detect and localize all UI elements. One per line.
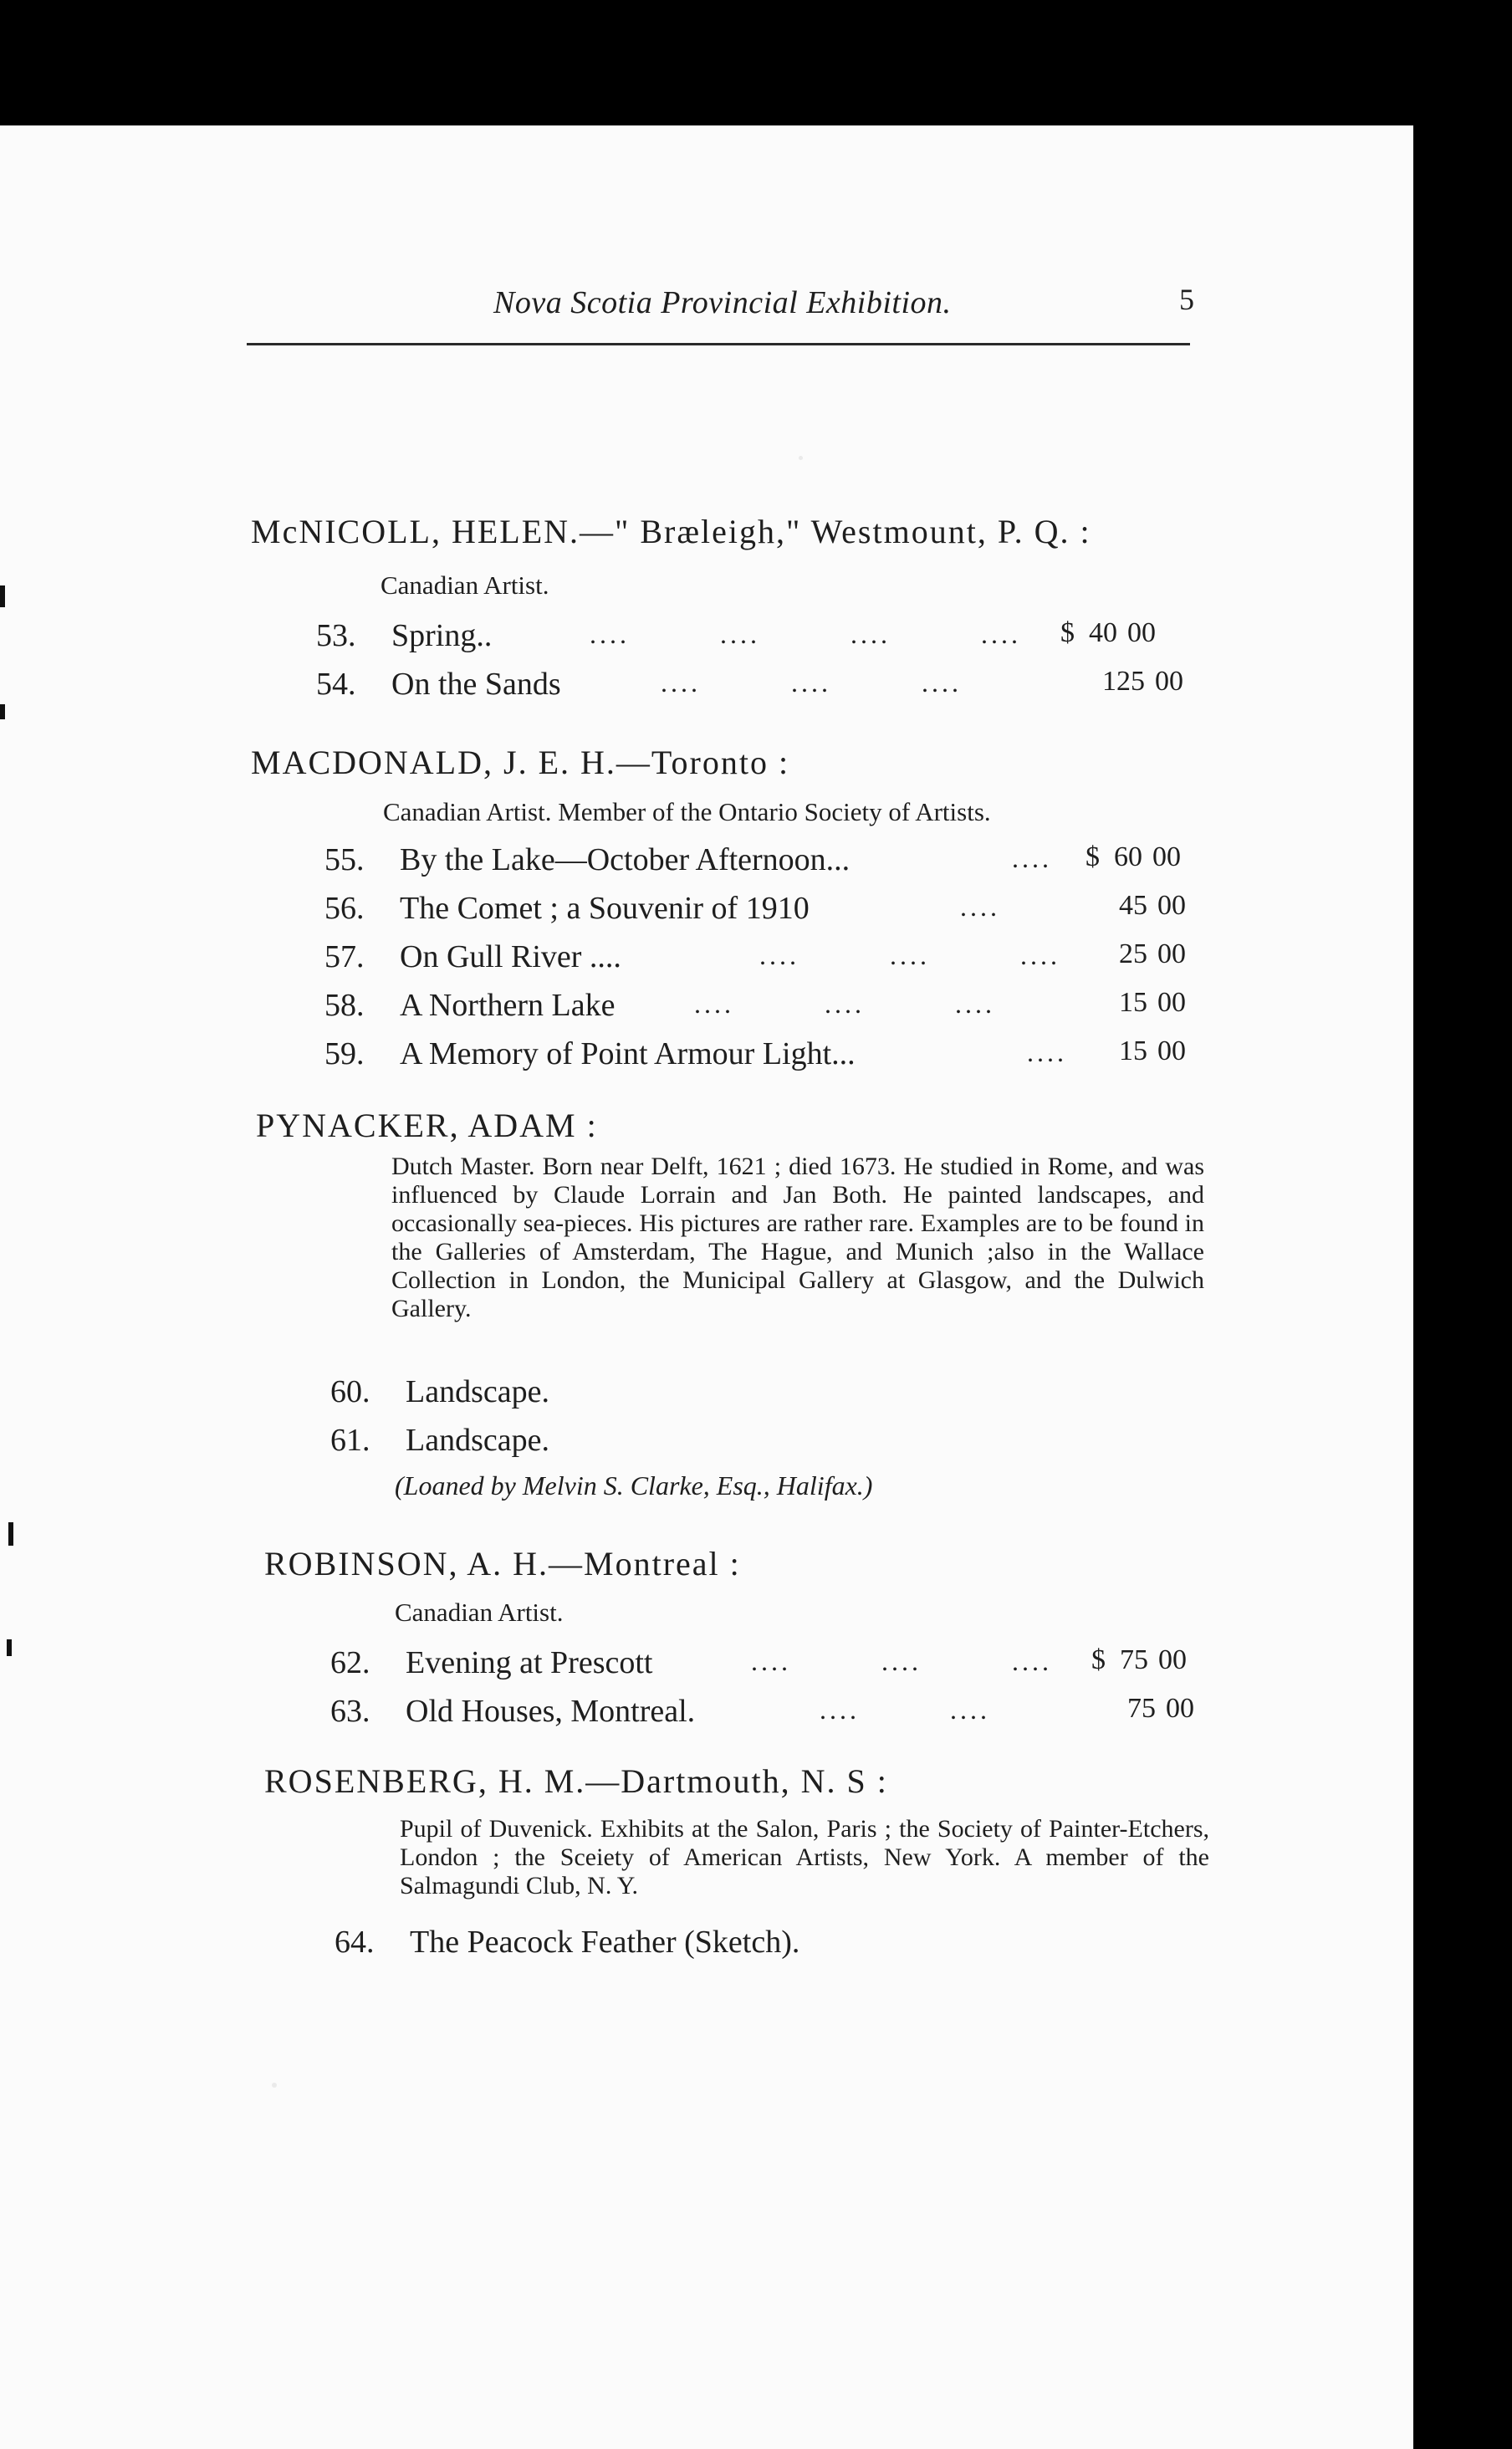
catalogue-item-63 xyxy=(330,1693,695,1730)
item-number: 56. xyxy=(324,891,365,926)
scan-margin-mark xyxy=(0,704,5,719)
item-number: 58. xyxy=(324,988,365,1023)
artist-note-robinson: Canadian Artist. xyxy=(395,1598,564,1627)
catalogue-item-53 xyxy=(316,617,492,654)
artist-note-macdonald: Canadian Artist. Member of the Ontario Society of Artists. xyxy=(383,797,991,826)
item-number: 59. xyxy=(324,1036,365,1071)
paper-speck xyxy=(272,2083,277,2088)
artist-name-macdonald: MACDONALD, J. E. H.—Toronto : xyxy=(251,744,790,781)
artist-name-mcnicoll: McNICOLL, HELEN.—" Bræleigh," Westmount, P. Q. : xyxy=(251,513,1091,550)
leader-dots: .... .... .... xyxy=(759,940,1060,970)
item-number: 53. xyxy=(316,618,356,653)
scan-margin-mark xyxy=(0,585,5,607)
leader-dots: .... .... xyxy=(820,1695,990,1725)
catalogue-item-54 xyxy=(316,666,561,703)
paper-speck xyxy=(799,456,803,460)
item-title: Spring.. xyxy=(391,618,493,653)
item-price-56: 45 00 xyxy=(1119,890,1186,921)
artist-note-mcnicoll: Canadian Artist. xyxy=(381,570,549,600)
item-title: On Gull River .... xyxy=(400,939,621,974)
scan-margin-mark xyxy=(7,1639,12,1656)
item-number: 57. xyxy=(324,939,365,974)
item-price-62: $ 75 00 xyxy=(1091,1644,1187,1675)
item-title: A Memory of Point Armour Light... xyxy=(400,1036,856,1071)
catalogue-item-58 xyxy=(324,987,615,1024)
item-price-54: 125 00 xyxy=(1102,666,1183,697)
item-title: On the Sands xyxy=(391,667,561,702)
item-price-57: 25 00 xyxy=(1119,938,1186,969)
leader-dots: .... xyxy=(960,892,1000,922)
leader-dots: .... .... .... xyxy=(661,667,962,698)
catalogue-item-64 xyxy=(335,1924,799,1961)
item-title: The Peacock Feather (Sketch). xyxy=(410,1925,800,1960)
item-title: Landscape. xyxy=(406,1423,549,1458)
item-price-58: 15 00 xyxy=(1119,987,1186,1018)
item-price-59: 15 00 xyxy=(1119,1035,1186,1066)
catalogue-item-56 xyxy=(324,890,810,927)
catalogue-item-61 xyxy=(330,1422,549,1459)
item-number: 63. xyxy=(330,1694,370,1729)
artist-bio-pynacker: Dutch Master. Born near Delft, 1621 ; died 1673. He studied in Rome, and was influenced by Claude Lorrain and Jan Both. He painted landscapes, and occasionally sea-pieces. His pictures are rather rare. Examples are to be found in the Galleries of Amsterdam, The Hague, and Munich ;also in the Wallace Collection in London, the Municipal Gallery at Glasgow, and the Dulwich Gallery. xyxy=(391,1153,1204,1322)
catalogue-item-55 xyxy=(324,841,850,878)
item-price-63: 75 00 xyxy=(1127,1693,1194,1724)
leader-dots: .... xyxy=(1012,843,1052,873)
item-title: Evening at Prescott xyxy=(406,1645,653,1680)
artist-name-robinson: ROBINSON, A. H.—Montreal : xyxy=(264,1545,741,1582)
item-number: 55. xyxy=(324,842,365,877)
leader-dots: .... .... .... xyxy=(751,1646,1052,1676)
item-title: Landscape. xyxy=(406,1374,549,1409)
artist-bio-rosenberg: Pupil of Duvenick. Exhibits at the Salon, Paris ; the Society of Painter-Etchers, London ; the Sceiety of American Artists, New York. A member of the Salmagundi Club, N. Y. xyxy=(400,1815,1209,1899)
item-number: 61. xyxy=(330,1423,370,1458)
item-title: The Comet ; a Souvenir of 1910 xyxy=(400,891,810,926)
item-title: A Northern Lake xyxy=(400,988,616,1023)
header-rule xyxy=(247,343,1190,345)
catalogue-item-60 xyxy=(330,1373,549,1410)
item-number: 54. xyxy=(316,667,356,702)
item-title: By the Lake—October Afternoon... xyxy=(400,842,850,877)
running-title: Nova Scotia Provincial Exhibition. xyxy=(493,285,952,320)
catalogue-item-59 xyxy=(324,1035,856,1072)
page-number: 5 xyxy=(1179,283,1194,316)
item-number: 62. xyxy=(330,1645,370,1680)
loan-credit: (Loaned by Melvin S. Clarke, Esq., Halifax.) xyxy=(395,1470,873,1501)
item-title: Old Houses, Montreal. xyxy=(406,1694,696,1729)
item-price-55: $ 60 00 xyxy=(1085,841,1181,872)
catalogue-item-62 xyxy=(330,1644,652,1681)
catalogue-item-57 xyxy=(324,938,621,975)
item-number: 64. xyxy=(335,1925,375,1960)
scan-margin-mark xyxy=(8,1522,13,1546)
artist-name-pynacker: PYNACKER, ADAM : xyxy=(256,1107,598,1144)
leader-dots: .... .... .... xyxy=(694,989,995,1019)
leader-dots: .... .... .... .... xyxy=(590,619,1021,649)
leader-dots: .... xyxy=(1027,1037,1067,1067)
item-number: 60. xyxy=(330,1374,370,1409)
item-price-53: $ 40 00 xyxy=(1060,617,1156,648)
artist-name-rosenberg: ROSENBERG, H. M.—Dartmouth, N. S : xyxy=(264,1762,888,1800)
